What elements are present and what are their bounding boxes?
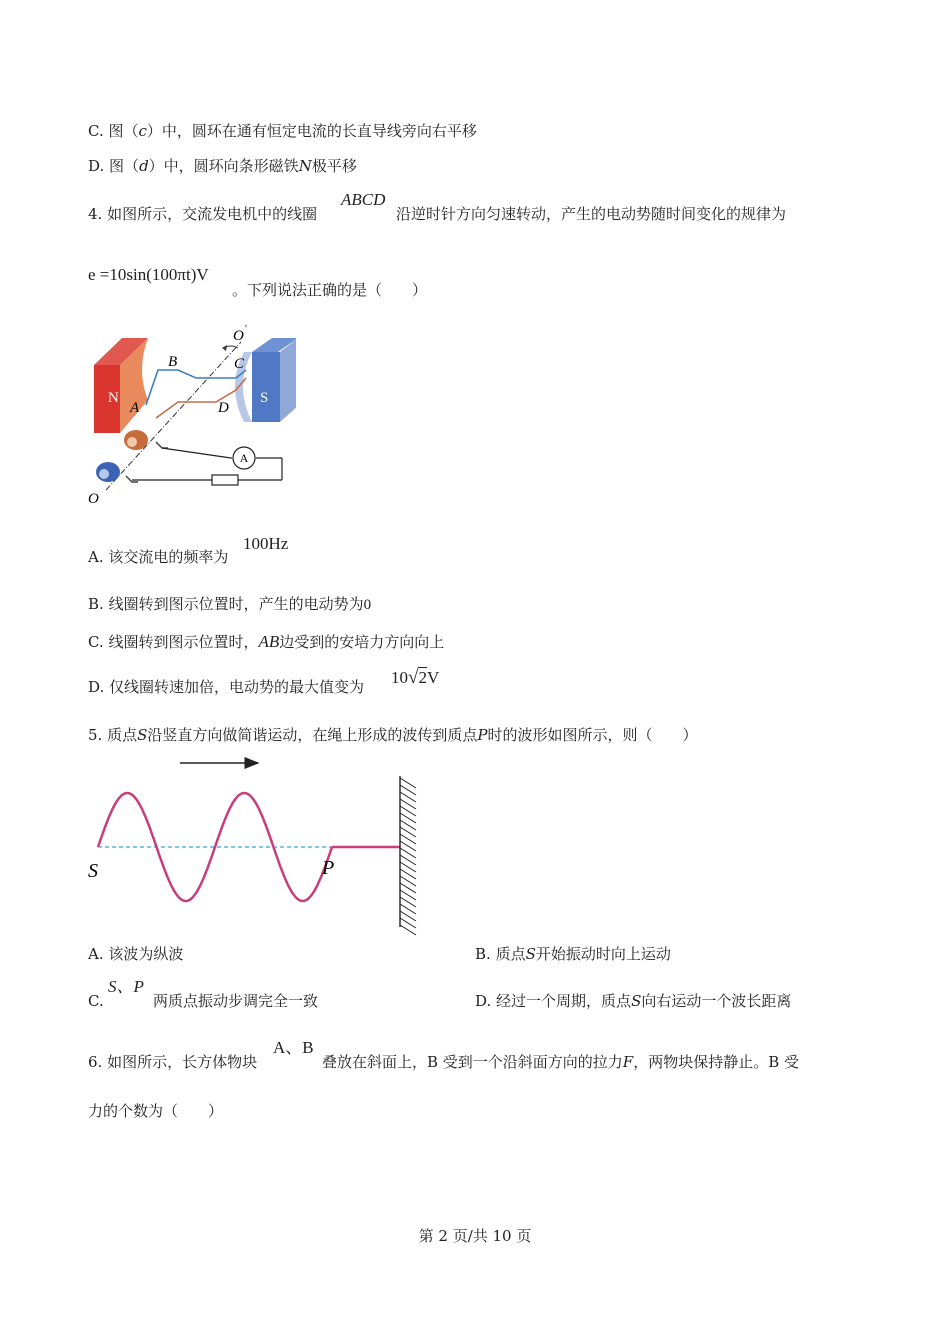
option-letter: A.: [88, 548, 104, 566]
q4-option-b: B. 线圈转到图示位置时，产生的电动势为0: [88, 595, 372, 613]
q5-option-c-text: 两质点振动步调完全一致: [153, 992, 319, 1010]
q5-option-a: A. 该波为纵波: [88, 945, 184, 963]
option-letter: C.: [88, 992, 104, 1010]
option-letter: B.: [475, 945, 491, 963]
q6-stem-line2: 力的个数为（ ）: [88, 1102, 224, 1120]
wall-hatching: [400, 778, 416, 935]
resistor: [212, 475, 238, 485]
q4-equation: e =10sin(100πt)V: [88, 265, 209, 284]
south-label: S: [260, 390, 269, 406]
q4-coil-label: ABCD: [341, 190, 386, 209]
brush-bottom: [126, 476, 138, 482]
q4-stem-part3: 。下列说法正确的是（ ）: [232, 281, 428, 299]
wave-label-s: S: [88, 860, 98, 882]
q4-stem-line1: 4. 如图所示，交流发电机中的线圈: [88, 205, 318, 223]
wave-figure: [86, 752, 426, 937]
option-letter: C.: [88, 122, 104, 140]
q5-option-d: D. 经过一个周期，质点S向右运动一个波长距离: [475, 992, 792, 1010]
wire-top: [162, 448, 232, 458]
wave-label-p: P: [322, 857, 335, 879]
brush-top: [156, 442, 168, 448]
q6-stem-start: 6. 如图所示，长方体物块: [88, 1053, 258, 1071]
question-number: 6.: [88, 1053, 103, 1071]
q4-option-a-value: 100Hz: [243, 534, 289, 553]
south-magnet-side: [280, 338, 296, 422]
q6-blocks: A、B: [273, 1038, 314, 1057]
option-letter: A.: [88, 945, 104, 963]
q6-stem-end: 叠放在斜面上，B 受到一个沿斜面方向的拉力F，两物块保持静止。B 受: [322, 1053, 800, 1071]
sqrt-sign: √: [408, 667, 419, 688]
q5-option-c: [88, 994, 104, 1009]
slip-ring-blue-inner: [99, 469, 109, 479]
option-letter: C.: [88, 633, 104, 651]
q5-option-b: B. 质点S开始振动时向上运动: [475, 945, 671, 963]
option-letter: D.: [88, 157, 105, 175]
q4-option-d-value: 10√2V: [391, 667, 440, 688]
coil-label-b: B: [168, 354, 178, 370]
coil-blue-side: [146, 370, 246, 405]
q3-option-c: C. 图（c）中，圆环在通有恒定电流的长直导线旁向右平移: [88, 122, 477, 140]
q4-option-c: C. 线圈转到图示位置时，AB边受到的安培力方向向上: [88, 632, 445, 651]
q5-stem: 5. 质点S沿竖直方向做简谐运动，在绳上形成的波传到质点P时的波形如图所示，则（ ）: [88, 726, 698, 744]
axis-top-label: O: [233, 328, 244, 344]
coil-red-side: [156, 378, 246, 418]
q4-stem-part2: 沿逆时针方向匀速转动，产生的电动势随时间变化的规律为: [396, 205, 787, 223]
south-magnet: [252, 352, 280, 422]
question-number: 4.: [88, 205, 103, 223]
q5-option-c-points: S、P: [108, 977, 144, 996]
option-letter: D.: [88, 678, 105, 696]
north-label: N: [108, 390, 119, 406]
page-footer: 第 2 页/共 10 页: [418, 1227, 532, 1245]
q4-option-d: D. 仅线圈转速加倍，电动势的最大值变为: [88, 678, 365, 696]
option-letter: B.: [88, 595, 104, 613]
coil-label-a: A: [130, 400, 140, 416]
q4-option-a: A. 该交流电的频率为: [88, 548, 229, 566]
axis-bottom-label: O: [88, 491, 99, 507]
question-number: 5.: [88, 726, 103, 744]
option-letter: D.: [475, 992, 492, 1010]
axis-top-prime: ': [245, 324, 247, 335]
ammeter-label: A: [239, 451, 249, 465]
rotation-arrow-head: [222, 345, 227, 351]
coil-label-d: D: [218, 400, 229, 416]
slip-ring-red-inner: [127, 437, 137, 447]
q3-option-d: D. 图（d）中，圆环向条形磁铁N极平移: [88, 157, 357, 175]
coil-label-c: C: [234, 356, 245, 372]
generator-figure: [86, 320, 296, 510]
